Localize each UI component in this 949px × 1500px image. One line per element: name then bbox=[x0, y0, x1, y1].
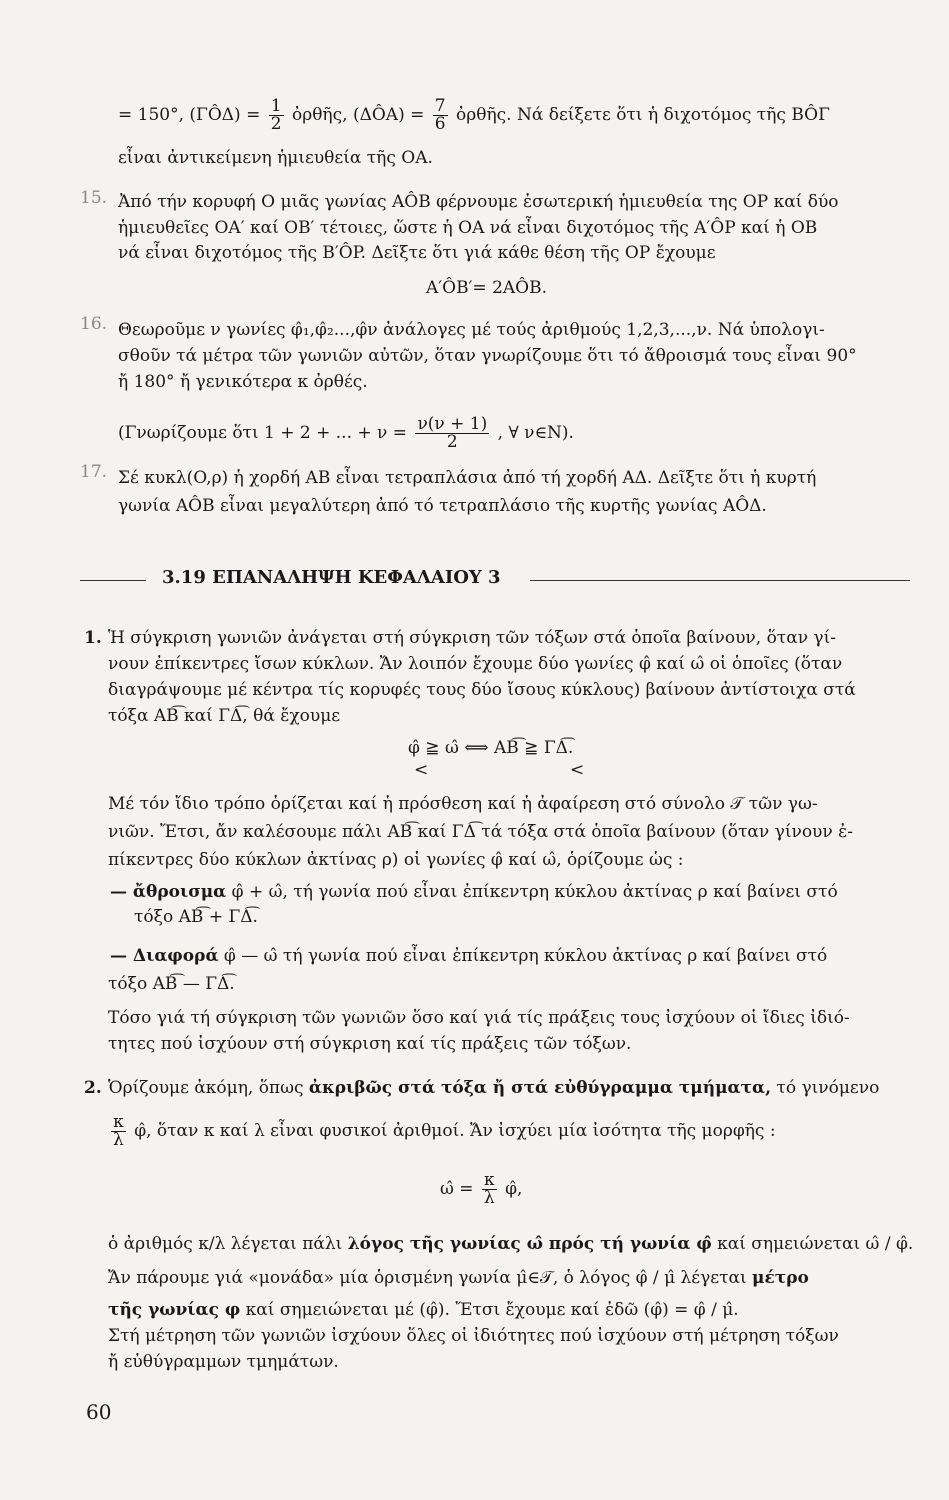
ex14-line1 bbox=[118, 98, 830, 133]
item2-line3-text-b: καί σημειώνεται ω̂ / φ̂. bbox=[711, 1234, 914, 1254]
fraction-one-half: $\frac{1}{2}$ bbox=[270, 96, 282, 134]
item2-line3-bold: λόγος τῆς γωνίας ω̂ πρός τή γωνία φ̂ bbox=[347, 1234, 712, 1254]
item2-line4-bold: μέτρο bbox=[752, 1268, 809, 1288]
item1-line1: Ἡ σύγκριση γωνιῶν ἀνάγεται στή σύγκριση τῶν τόξων στά ὁποῖα βαίνουν, ὅταν γί- bbox=[108, 628, 837, 648]
ex16-formula-text-a: (Γνωρίζουμε ὅτι 1 + 2 + ... + ν = bbox=[118, 423, 408, 443]
item1-sum-line bbox=[110, 880, 838, 904]
item2-line2-text: φ̂, ὅταν κ καί λ εἶναι φυσικοί ἀριθμοί. Ἄν ἰσχύει μία ἰσότητα τῆς μορφῆς : bbox=[134, 1121, 776, 1141]
item1-line3: διαγράψουμε μέ κέντρα τίς κορυφές τους δύο ἴσους κύκλους) βαίνουν ἀντίστοιχα στά bbox=[108, 680, 856, 700]
ex15-formula: A′ÔB′= 2AÔB. bbox=[426, 278, 548, 298]
ex16-line1: Θεωροῦμε ν γωνίες φ̂₁,φ̂₂...,φ̂ν ἀνάλογες μέ τούς ἀριθμούς 1,2,3,...,ν. Νά ὑπολογι- bbox=[118, 320, 825, 340]
heading-rule-left bbox=[80, 580, 146, 581]
fraction-formula-kappa-over-lambda: $\frac{\kappa}{\lambda}$ bbox=[483, 1170, 495, 1208]
fraction-seven-sixths: $\frac{7}{6}$ bbox=[434, 96, 446, 134]
ex16-formula bbox=[118, 416, 574, 451]
ex15-number: 15. bbox=[80, 188, 108, 208]
item2-line7: ἤ εὐθύγραμμων τμημάτων. bbox=[108, 1352, 339, 1372]
item2-line4 bbox=[108, 1266, 809, 1290]
item1-line6: νιῶν. Ἔτσι, ἄν καλέσουμε πάλι AB͡ καί ΓΔ͡ τά τόξα στά ὁποῖα βαίνουν (ὅταν γίνουν ἐ- bbox=[108, 822, 853, 842]
ex15-line1: Ἀπό τήν κορυφή O μιᾶς γωνίας AÔB φέρνουμε ἐσωτερική ἡμιευθεία της OP καί δύο bbox=[118, 192, 839, 212]
item2-line5-bold: τῆς γωνίας φ bbox=[108, 1300, 241, 1320]
item2-line3-text-a: ὁ ἀριθμός κ/λ λέγεται πάλι bbox=[108, 1234, 348, 1254]
item1-number: 1. bbox=[84, 628, 102, 648]
item1-diff-line2: τόξο AB͡ — ΓΔ͡. bbox=[108, 974, 235, 994]
sum-label: — ἄθροισμα bbox=[110, 882, 227, 902]
item1-line2: νουν ἐπίκεντρες ἴσων κύκλων. Ἄν λοιπόν ἔχουμε δύο γωνίες φ̂ καί ω̂ οἱ ὁποῖες (ὅταν bbox=[108, 654, 843, 674]
ex15-line2: ἡμιευθεῖες OA′ καί OB′ τέτοιες, ὥστε ἡ OA νά εἶναι διχοτόμος τῆς A′ÔP καί ἡ OB bbox=[118, 218, 818, 238]
item2-line1-text-b: τό γινόμενο bbox=[771, 1078, 880, 1098]
ex17-line1: Σέ κυκλ(O,ρ) ἡ χορδή AB εἶναι τετραπλάσια ἀπό τή χορδή AΔ. Δεῖξτε ὅτι ἡ κυρτή bbox=[118, 468, 817, 488]
page-number: 60 bbox=[86, 1400, 112, 1424]
item1-formula-lt-left: < bbox=[414, 760, 429, 780]
item2-line1 bbox=[108, 1076, 879, 1100]
item2-line4-text-a: Ἄν πάρουμε γιά «μονάδα» μία ὁρισμένη γωνία μ̂∈𝒯, ὁ λόγος φ̂ / μ̂ λέγεται bbox=[108, 1268, 753, 1288]
item2-formula bbox=[440, 1172, 522, 1207]
diff-text: φ̂ — ω̂ τή γωνία πού εἶναι ἐπίκεντρη κύκλου ἀκτίνας ρ καί βαίνει στό bbox=[218, 946, 828, 966]
item2-line1-text-a: Ὁρίζουμε ἀκόμη, ὅπως bbox=[108, 1078, 309, 1098]
ex14-text-c: ὀρθῆς. Νά δείξετε ὅτι ἡ διχοτόμος τῆς BÔΓ bbox=[456, 105, 830, 125]
item1-formula: φ̂ ≧ ω̂ ⟺ AB͡ ≧ ΓΔ͡. bbox=[408, 738, 574, 758]
ex15-line3: νά εἶναι διχοτόμος τῆς B′ÔP. Δεῖξτε ὅτι γιά κάθε θέση τῆς OP ἔχουμε bbox=[118, 243, 716, 263]
fraction-n-n-plus-one-over-two: $\frac{\nu(\nu + 1)}{2}$ bbox=[417, 414, 488, 452]
item2-formula-text-b: φ̂, bbox=[505, 1179, 523, 1199]
item2-line5-text: καί σημειώνεται μέ (φ̂). Ἔτσι ἔχουμε καί ἐδῶ (φ̂) = φ̂ / μ̂. bbox=[240, 1300, 739, 1320]
heading-rule-right bbox=[530, 580, 910, 581]
item1-diff-line bbox=[110, 944, 827, 968]
item2-number: 2. bbox=[84, 1078, 102, 1098]
item1-sum-line2: τόξο AB͡ + ΓΔ͡. bbox=[134, 907, 258, 927]
item1-line4: τόξα AB͡ καί ΓΔ͡, θά ἔχουμε bbox=[108, 706, 341, 726]
item2-line2 bbox=[108, 1114, 776, 1149]
ex16-formula-text-b: , ∀ ν∈N). bbox=[497, 423, 574, 443]
item2-line5 bbox=[108, 1298, 739, 1322]
item2-line6: Στή μέτρηση τῶν γωνιῶν ἰσχύουν ὅλες οἱ ἰδιότητες πού ἰσχύουν στή μέτρηση τόξων bbox=[108, 1326, 839, 1346]
item1-line8: Τόσο γιά τή σύγκριση τῶν γωνιῶν ὅσο καί γιά τίς πράξεις τους ἰσχύουν οἱ ἴδιες ἰδιό- bbox=[108, 1008, 850, 1028]
ex17-line2: γωνία AÔB εἶναι μεγαλύτερη ἀπό τό τετραπλάσιο τῆς κυρτῆς γωνίας AÔΔ. bbox=[118, 496, 767, 516]
item2-line3 bbox=[108, 1232, 913, 1256]
item1-line9: τητες πού ἰσχύουν στή σύγκριση καί τίς πράξεις τῶν τόξων. bbox=[108, 1034, 632, 1054]
item1-formula-lt-right: < bbox=[570, 760, 585, 780]
item1-line7: πίκεντρες δύο κύκλων ἀκτίνας ρ) οἱ γωνίες φ̂ καί ω̂, ὁρίζουμε ὡς : bbox=[108, 850, 684, 870]
item1-line5: Μέ τόν ἴδιο τρόπο ὁρίζεται καί ἡ πρόσθεση καί ἡ ἀφαίρεση στό σύνολο 𝒯 τῶν γω- bbox=[108, 794, 818, 814]
item2-formula-text-a: ω̂ = bbox=[440, 1179, 474, 1199]
sum-text: φ̂ + ω̂, τή γωνία πού εἶναι ἐπίκεντρη κύκλου ἀκτίνας ρ καί βαίνει στό bbox=[226, 882, 838, 902]
ex14-line2: εἶναι ἀντικείμενη ἡμιευθεία τῆς OA. bbox=[118, 148, 433, 168]
fraction-kappa-over-lambda: $\frac{\kappa}{\lambda}$ bbox=[113, 1112, 124, 1150]
ex14-text-b: ὀρθῆς, (ΔÔA) = bbox=[291, 105, 425, 125]
ex14-text-a: = 150°, (ΓÔΔ) = bbox=[118, 105, 261, 125]
ex16-number: 16. bbox=[80, 314, 108, 334]
ex17-number: 17. bbox=[80, 462, 108, 482]
diff-label: — Διαφορά bbox=[110, 946, 219, 966]
ex16-line2: σθοῦν τά μέτρα τῶν γωνιῶν αὐτῶν, ὅταν γνωρίζουμε ὅτι τό ἄθροισμά τους εἶναι 90° bbox=[118, 346, 857, 366]
section-heading: 3.19 ΕΠΑΝΑΛΗΨΗ ΚΕΦΑΛΑΙΟΥ 3 bbox=[162, 567, 501, 588]
ex16-line3: ἤ 180° ἤ γενικότερα κ ὀρθές. bbox=[118, 372, 368, 392]
item2-line1-bold: ἀκριβῶς στά τόξα ἤ στά εὐθύγραμμα τμήματα, bbox=[308, 1078, 772, 1098]
